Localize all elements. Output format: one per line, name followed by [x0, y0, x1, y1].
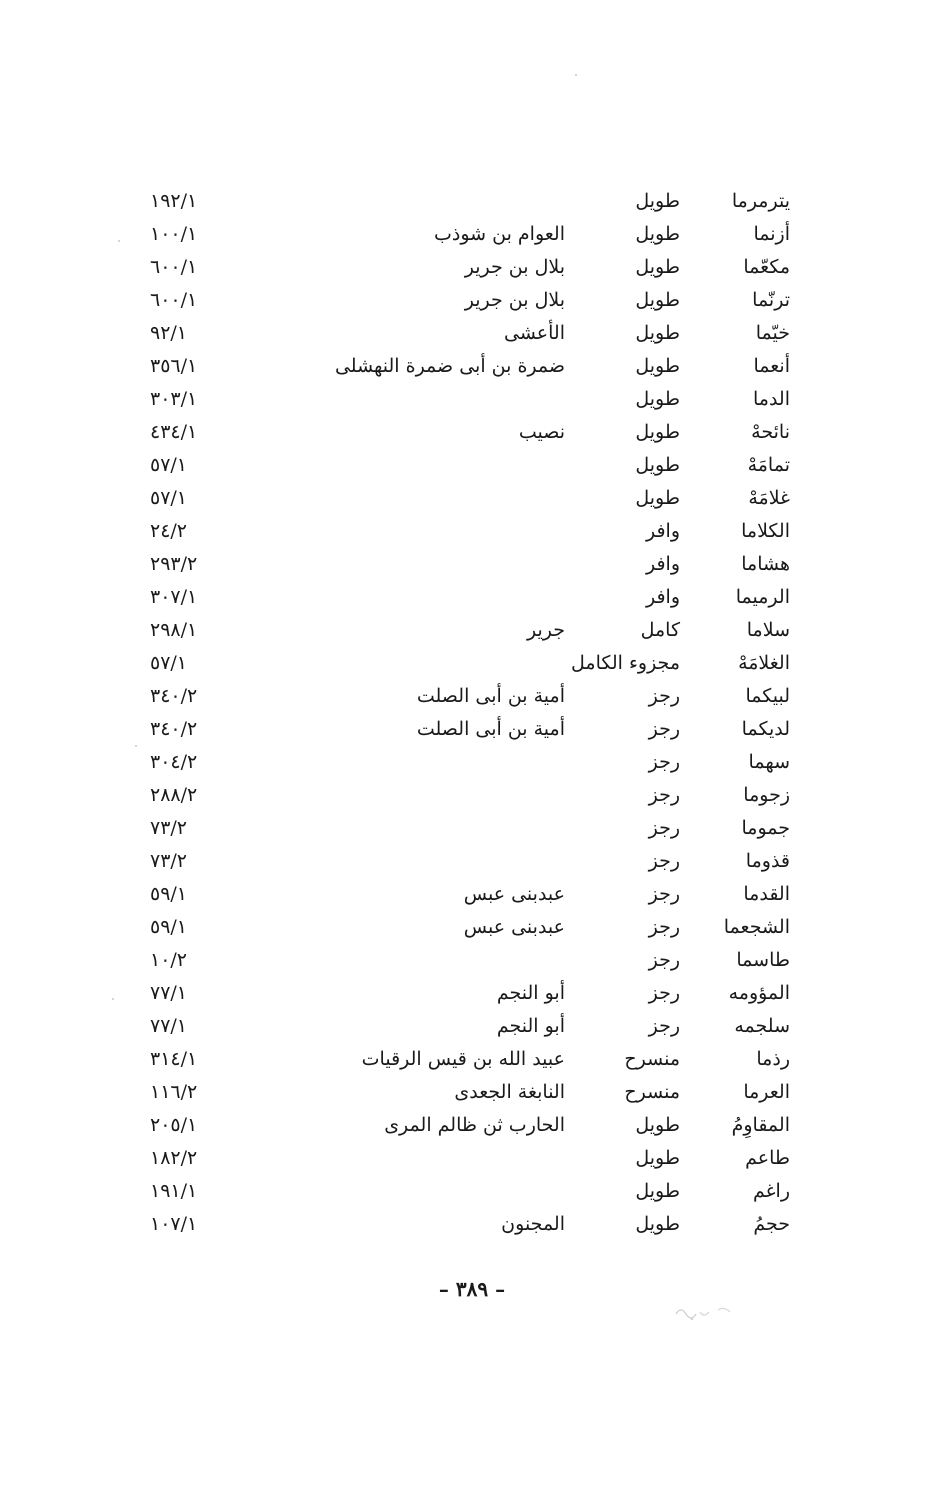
table-row — [150, 1142, 800, 1175]
poet-name: النابغة الجعدى — [454, 1081, 565, 1103]
table-row — [150, 1043, 800, 1076]
rhyme-word: غلامَهْ — [748, 487, 790, 509]
page-number: – ٣٨٩ – — [438, 1277, 506, 1301]
page-reference: ٧٣/٢ — [150, 850, 188, 872]
poet-name: بلال بن جرير — [464, 256, 565, 278]
table-row — [150, 515, 800, 548]
meter: رجز — [648, 685, 680, 707]
meter: طويل — [635, 421, 680, 443]
meter: رجز — [648, 751, 680, 773]
meter: طويل — [635, 1213, 680, 1235]
meter: رجز — [648, 817, 680, 839]
rhyme-word: لديكما — [741, 718, 790, 740]
page-reference: ٣١٤/١ — [150, 1048, 198, 1070]
poet-name: أبو النجم — [496, 982, 565, 1004]
meter: رجز — [648, 916, 680, 938]
page-reference: ٣٥٦/١ — [150, 355, 198, 377]
rhyme-word: أزنما — [753, 223, 790, 245]
table-row — [150, 581, 800, 614]
poet-name — [310, 383, 565, 416]
meter: طويل — [635, 256, 680, 278]
poet-name — [310, 746, 565, 779]
page-reference: ٥٧/١ — [150, 487, 188, 509]
rhyme-word: المؤومه — [728, 982, 790, 1004]
page-reference: ٣٠٧/١ — [150, 586, 198, 608]
scan-speck — [135, 745, 137, 747]
page-reference: ٥٧/١ — [150, 652, 188, 674]
page-reference: ١٩٢/١ — [150, 190, 198, 212]
rhyme-word: خيّما — [755, 322, 790, 344]
page-reference: ١٩١/١ — [150, 1180, 198, 1202]
rhyme-word: هشاما — [741, 553, 790, 575]
table-row — [150, 251, 800, 284]
table-row — [150, 944, 800, 977]
table-row — [150, 911, 800, 944]
scan-speck — [118, 240, 120, 242]
poet-name: نصيب — [518, 421, 565, 443]
rhyme-word: الكلاما — [741, 520, 790, 542]
rhyme-word: تمامَهْ — [747, 454, 790, 476]
rhyme-word: يترمرما — [731, 190, 790, 212]
rhyme-word: طاعم — [745, 1147, 790, 1169]
page-reference: ٢٨٨/٢ — [150, 784, 198, 806]
table-row — [150, 1109, 800, 1142]
table-row — [150, 713, 800, 746]
meter: طويل — [635, 1180, 680, 1202]
poet-name: بلال بن جرير — [464, 289, 565, 311]
poet-name — [310, 647, 565, 680]
rhyme-word: لبيكما — [745, 685, 790, 707]
meter: طويل — [635, 190, 680, 212]
poet-name: ضمرة بن أبى ضمرة النهشلى — [334, 355, 565, 377]
page-reference: ٣٤٠/٢ — [150, 685, 198, 707]
poet-name — [310, 515, 565, 548]
meter: رجز — [648, 883, 680, 905]
poet-name: أمية بن أبى الصلت — [416, 685, 565, 707]
page-reference: ٦٠٠/١ — [150, 289, 198, 311]
table-row — [150, 317, 800, 350]
rhyme-word: الغلامَهْ — [738, 652, 790, 674]
library-stamp-icon — [670, 1300, 740, 1324]
poet-name: جرير — [527, 619, 565, 641]
poet-name — [310, 845, 565, 878]
rhyme-word: الشجعما — [723, 916, 790, 938]
meter: طويل — [635, 223, 680, 245]
meter: طويل — [635, 454, 680, 476]
meter: رجز — [648, 850, 680, 872]
rhyme-word: العرما — [743, 1081, 790, 1103]
page-reference: ٣٤٠/٢ — [150, 718, 198, 740]
table-row — [150, 284, 800, 317]
page-reference: ١٨٢/٢ — [150, 1147, 198, 1169]
rhyme-word: سهما — [748, 751, 790, 773]
poet-name — [310, 449, 565, 482]
table-row — [150, 977, 800, 1010]
meter: وافر — [645, 553, 680, 575]
poet-name: الأعشى — [504, 322, 565, 344]
meter: منسرح — [624, 1048, 680, 1070]
rhyme-word: راغم — [752, 1180, 790, 1202]
table-row — [150, 482, 800, 515]
poet-name — [310, 548, 565, 581]
table-row — [150, 218, 800, 251]
meter: طويل — [635, 487, 680, 509]
meter: طويل — [635, 1147, 680, 1169]
meter: رجز — [648, 1015, 680, 1037]
rhyme-word: سلاما — [746, 619, 790, 641]
meter: رجز — [648, 982, 680, 1004]
table-row — [150, 845, 800, 878]
table-row — [150, 449, 800, 482]
page-reference: ٤٣٤/١ — [150, 421, 198, 443]
poet-name: عبدبنى عبس — [463, 916, 565, 938]
table-row — [150, 1010, 800, 1043]
meter: وافر — [645, 586, 680, 608]
page-reference: ٦٠٠/١ — [150, 256, 198, 278]
poet-name — [310, 812, 565, 845]
page-reference: ١٠/٢ — [150, 949, 188, 971]
table-row — [150, 416, 800, 449]
meter: وافر — [645, 520, 680, 542]
table-row — [150, 1076, 800, 1109]
poet-name — [310, 185, 565, 218]
poet-name: المجنون — [501, 1213, 565, 1235]
meter: طويل — [635, 322, 680, 344]
rhyme-word: ترنّما — [752, 289, 790, 311]
table-row — [150, 1175, 800, 1208]
page-reference: ٧٧/١ — [150, 1015, 188, 1037]
rhyme-word: زجوما — [743, 784, 790, 806]
meter: رجز — [648, 949, 680, 971]
meter: طويل — [635, 388, 680, 410]
rhyme-word: قذوما — [745, 850, 790, 872]
rhyme-word: القدما — [743, 883, 790, 905]
rhyme-word: طاسما — [736, 949, 790, 971]
poet-name — [310, 581, 565, 614]
rhyme-word: الدما — [752, 388, 790, 410]
rhyme-word: نائحهْ — [751, 421, 790, 443]
meter: طويل — [635, 355, 680, 377]
poet-name: الحارب ثن ظالم المرى — [384, 1114, 565, 1136]
poet-name — [310, 1175, 565, 1208]
page-reference: ٢٩٣/٢ — [150, 553, 198, 575]
page-reference: ٢٠٥/١ — [150, 1114, 198, 1136]
meter: منسرح — [624, 1081, 680, 1103]
table-row — [150, 680, 800, 713]
page-reference: ٢٩٨/١ — [150, 619, 198, 641]
poet-name: العوام بن شوذب — [433, 223, 565, 245]
meter: طويل — [635, 1114, 680, 1136]
rhyme-word: مكعّما — [743, 256, 790, 278]
rhyme-word: سلجمه — [734, 1015, 790, 1037]
scan-speck — [575, 74, 577, 76]
rhyme-word: حجمُ — [753, 1213, 790, 1235]
page-reference: ٩٢/١ — [150, 322, 188, 344]
page-reference: ٧٧/١ — [150, 982, 188, 1004]
table-row — [150, 647, 800, 680]
table-row — [150, 878, 800, 911]
rhyme-word: أنعما — [753, 355, 790, 377]
meter: كامل — [640, 619, 680, 641]
table-row — [150, 548, 800, 581]
page-reference: ١٠٠/١ — [150, 223, 198, 245]
rhyme-word: جموما — [741, 817, 790, 839]
table-row — [150, 350, 800, 383]
meter: رجز — [648, 718, 680, 740]
table-row — [150, 614, 800, 647]
page-reference: ٥٩/١ — [150, 883, 188, 905]
poet-name: أبو النجم — [496, 1015, 565, 1037]
poet-name — [310, 1142, 565, 1175]
rhyme-word: رذما — [756, 1048, 790, 1070]
rhyme-word: الرميما — [735, 586, 790, 608]
table-row — [150, 746, 800, 779]
table-row — [150, 383, 800, 416]
poet-name — [310, 482, 565, 515]
poetry-index-table — [150, 185, 800, 1241]
page-reference: ١٠٧/١ — [150, 1213, 198, 1235]
meter: طويل — [635, 289, 680, 311]
meter: رجز — [648, 784, 680, 806]
table-row — [150, 779, 800, 812]
page-reference: ٥٧/١ — [150, 454, 188, 476]
page-reference: ٣٠٣/١ — [150, 388, 198, 410]
table-row — [150, 1208, 800, 1241]
page-reference: ٢٤/٢ — [150, 520, 188, 542]
poet-name: عبيد الله بن قيس الرقيات — [361, 1048, 565, 1070]
poet-name: عبدبنى عبس — [463, 883, 565, 905]
rhyme-word: المقاوِمُ — [731, 1114, 790, 1136]
page-reference: ٣٠٤/٢ — [150, 751, 198, 773]
poet-name: أمية بن أبى الصلت — [416, 718, 565, 740]
table-row — [150, 812, 800, 845]
page-reference: ١١٦/٢ — [150, 1081, 198, 1103]
poet-name — [310, 779, 565, 812]
poet-name — [310, 944, 565, 977]
page-reference: ٧٣/٢ — [150, 817, 188, 839]
meter: مجزوء الكامل — [571, 652, 680, 674]
table-row — [150, 185, 800, 218]
scan-speck — [112, 998, 114, 1000]
page-reference: ٥٩/١ — [150, 916, 188, 938]
